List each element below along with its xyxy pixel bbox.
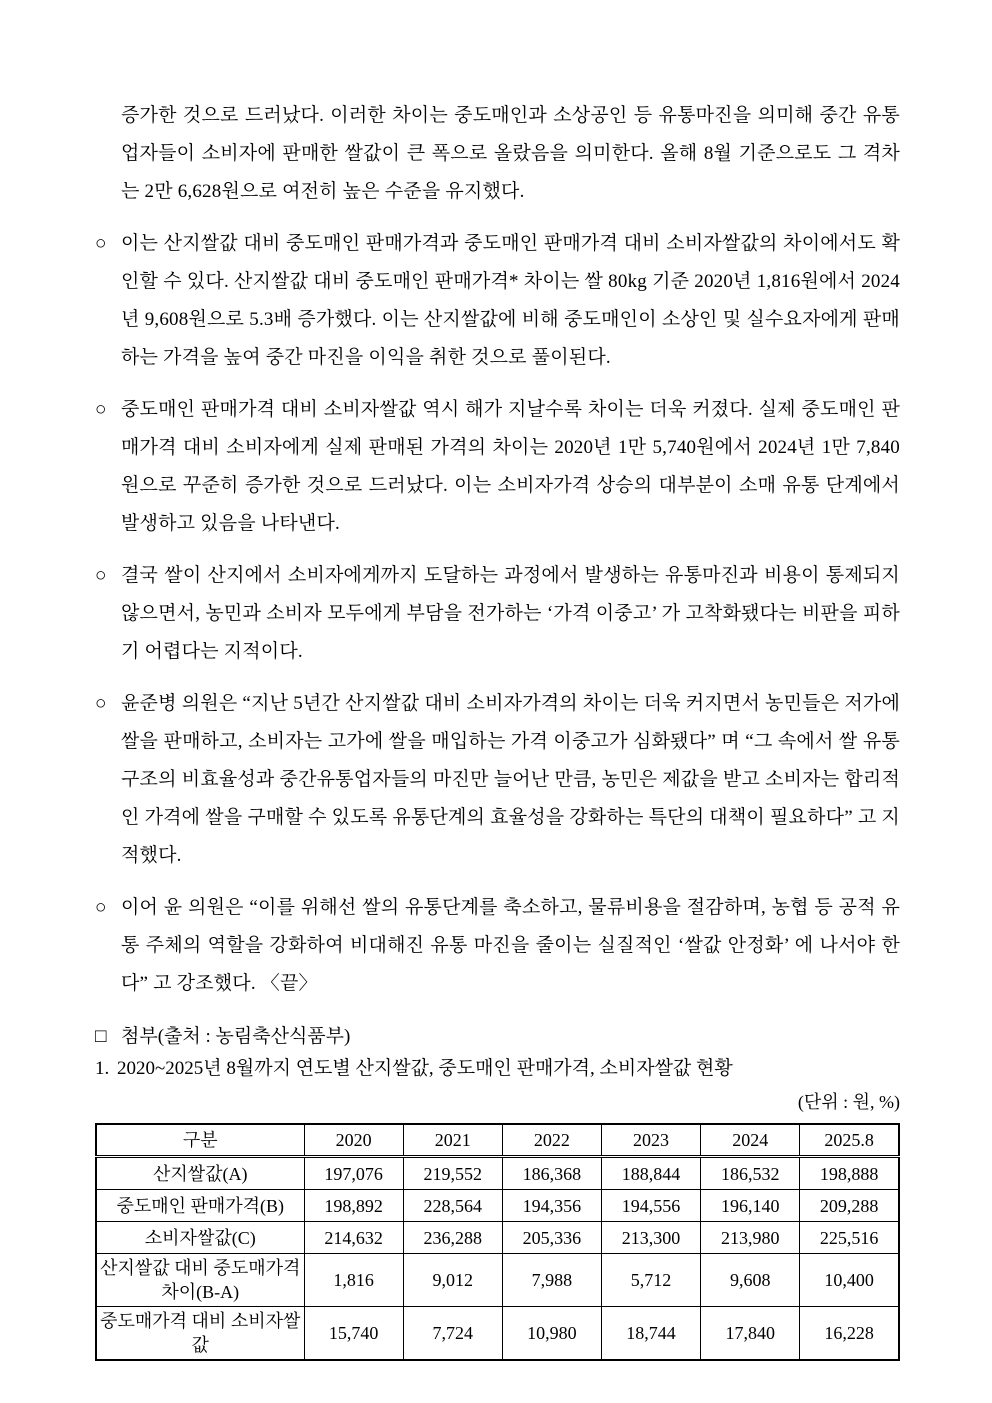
paragraph-text: 이어 윤 의원은 “이를 위해선 쌀의 유통단계를 축소하고, 물류비용을 절감하며, 농협 등 공적 유통 주체의 역할을 강화하여 비대해진 유통 마진을 줄이는 실질적인 ‘쌀값 안정화’ 에 나서야 한다” 고 강조했다. 〈끝〉: [121, 897, 900, 994]
table-cell: 5,712: [601, 1254, 700, 1307]
table-header-row: [96, 1124, 899, 1157]
table-row: [96, 1307, 899, 1361]
table-cell: 194,556: [601, 1190, 700, 1222]
table-cell: 194,356: [502, 1190, 601, 1222]
table-cell: 7,988: [502, 1254, 601, 1307]
table-cell: 10,980: [502, 1307, 601, 1361]
table-cell: 196,140: [701, 1190, 800, 1222]
bullet-marker: ○: [95, 897, 107, 918]
body-text: [95, 97, 900, 1003]
table-cell: 205,336: [502, 1222, 601, 1254]
attachment-heading: [95, 1021, 900, 1053]
table-cell: 209,288: [800, 1190, 899, 1222]
row-label: 산지쌀값 대비 중도매가격 차이(B-A): [96, 1254, 304, 1307]
attachment-label: 첨부(출처 : 농림축산식품부): [121, 1026, 351, 1047]
table-row: [96, 1157, 899, 1190]
table-cell: 213,300: [601, 1222, 700, 1254]
bullet-marker: ○: [95, 693, 107, 714]
column-header: 2022: [502, 1124, 601, 1157]
row-label: 소비자쌀값(C): [96, 1222, 304, 1254]
row-label: 중도매인 판매가격(B): [96, 1190, 304, 1222]
table-cell: 15,740: [304, 1307, 403, 1361]
column-header: 2024: [701, 1124, 800, 1157]
attachment-item: [95, 1053, 900, 1085]
bullet-marker: ○: [95, 565, 107, 586]
paragraph: [95, 557, 900, 671]
table-row: [96, 1190, 899, 1222]
column-header: 2023: [601, 1124, 700, 1157]
column-header: 2025.8: [800, 1124, 899, 1157]
bullet-marker: ○: [95, 233, 107, 254]
paragraph-text: 증가한 것으로 드러났다. 이러한 차이는 중도매인과 소상공인 등 유통마진을 의미해 중간 유통업자들이 소비자에 판매한 쌀값이 큰 폭으로 올랐음을 의미한다. 올해 8월 기준으로도 그 격차는 2만 6,628원으로 여전히 높은 수준을 유지했다.: [121, 105, 900, 202]
table-cell: 7,724: [403, 1307, 502, 1361]
table-cell: 198,892: [304, 1190, 403, 1222]
bullet-marker: ○: [95, 399, 107, 420]
row-label: 산지쌀값(A): [96, 1157, 304, 1190]
paragraph: [95, 685, 900, 875]
table-cell: 186,532: [701, 1157, 800, 1190]
table-cell: 188,844: [601, 1157, 700, 1190]
table-cell: 16,228: [800, 1307, 899, 1361]
table-row: [96, 1222, 899, 1254]
attachment-section: [95, 1021, 900, 1117]
paragraph-text: 중도매인 판매가격 대비 소비자쌀값 역시 해가 지날수록 차이는 더욱 커졌다. 실제 중도매인 판매가격 대비 소비자에게 실제 판매된 가격의 차이는 2020년 1만 5,740원에서 2024년 1만 7,840원으로 꾸준히 증가한 것으로 드러났다. 이는 소비자가격 상승의 대부분이 소매 유통 단계에서 발생하고 있음을 나타낸다.: [121, 399, 900, 534]
paragraph: [95, 97, 900, 211]
table-cell: 213,980: [701, 1222, 800, 1254]
data-table: [95, 1123, 900, 1361]
column-header: 2021: [403, 1124, 502, 1157]
table-cell: 219,552: [403, 1157, 502, 1190]
table-cell: 198,888: [800, 1157, 899, 1190]
table-cell: 186,368: [502, 1157, 601, 1190]
table-cell: 18,744: [601, 1307, 700, 1361]
unit-note: (단위 : 원, %): [797, 1092, 900, 1112]
table-cell: 214,632: [304, 1222, 403, 1254]
table-row: [96, 1254, 899, 1307]
table-cell: 1,816: [304, 1254, 403, 1307]
attachment-item-number: 1.: [95, 1058, 110, 1079]
table-cell: 9,012: [403, 1254, 502, 1307]
attachment-marker: □: [95, 1026, 107, 1047]
column-header: 구분: [96, 1124, 304, 1157]
table-cell: 10,400: [800, 1254, 899, 1307]
table-cell: 9,608: [701, 1254, 800, 1307]
table-cell: 236,288: [403, 1222, 502, 1254]
paragraph: [95, 889, 900, 1003]
paragraph-text: 결국 쌀이 산지에서 소비자에게까지 도달하는 과정에서 발생하는 유통마진과 비용이 통제되지 않으면서, 농민과 소비자 모두에게 부담을 전가하는 ‘가격 이중고’ 가 고착화됐다는 비판을 피하기 어렵다는 지적이다.: [121, 565, 900, 662]
row-label: 중도매가격 대비 소비자쌀값: [96, 1307, 304, 1361]
paragraph-text: 이는 산지쌀값 대비 중도매인 판매가격과 중도매인 판매가격 대비 소비자쌀값의 차이에서도 확인할 수 있다. 산지쌀값 대비 중도매인 판매가격* 차이는 쌀 80kg 기준 2020년 1,816원에서 2024년 9,608원으로 5.3배 증가했다. 이는 산지쌀값에 비해 중도매인이 소상인 및 실수요자에게 판매하는 가격을 높여 중간 마진을 이익을 취한 것으로 풀이된다.: [121, 233, 900, 368]
table-cell: 197,076: [304, 1157, 403, 1190]
table-cell: 225,516: [800, 1222, 899, 1254]
bullet-marker: [95, 97, 121, 211]
table-cell: 17,840: [701, 1307, 800, 1361]
paragraph-text: 윤준병 의원은 “지난 5년간 산지쌀값 대비 소비자가격의 차이는 더욱 커지면서 농민들은 저가에 쌀을 판매하고, 소비자는 고가에 쌀을 매입하는 가격 이중고가 심화됐다” 며 “그 속에서 쌀 유통구조의 비효율성과 중간유통업자들의 마진만 늘어난 만큼, 농민은 제값을 받고 소비자는 합리적인 가격에 쌀을 구매할 수 있도록 유통단계의 효율성을 강화하는 특단의 대책이 필요하다” 고 지적했다.: [121, 693, 900, 866]
attachment-item-title: 2020~2025년 8월까지 연도별 산지쌀값, 중도매인 판매가격, 소비자쌀값 현황: [117, 1058, 733, 1079]
paragraph: [95, 225, 900, 377]
paragraph: [95, 391, 900, 543]
column-header: 2020: [304, 1124, 403, 1157]
table-cell: 228,564: [403, 1190, 502, 1222]
